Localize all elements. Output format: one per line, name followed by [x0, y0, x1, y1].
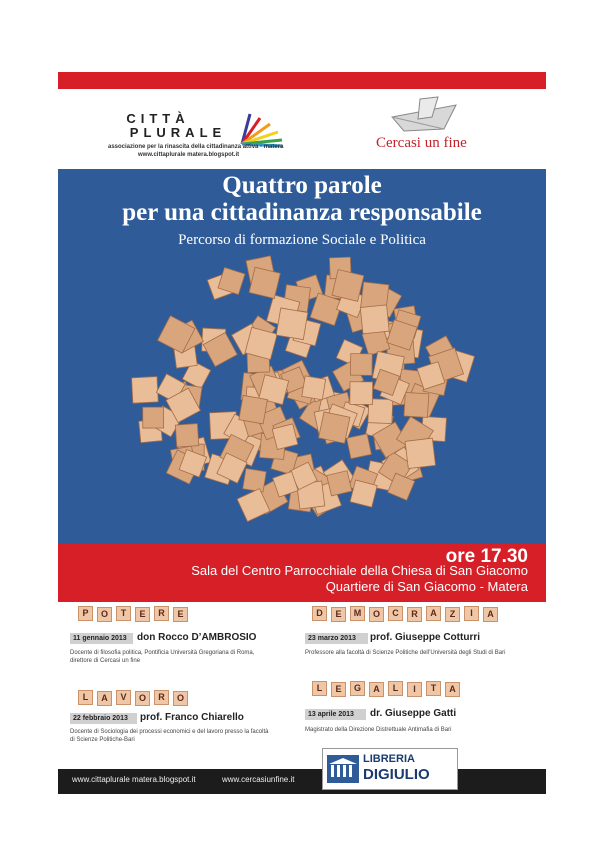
sponsor-line1: LIBRERIA — [363, 753, 415, 765]
session-date: 23 marzo 2013 — [305, 633, 368, 644]
logo-line2: PLURALE — [129, 125, 227, 140]
scrabble-tile — [132, 377, 159, 404]
session-date: 22 febbraio 2013 — [70, 713, 137, 724]
session-date: 13 aprile 2013 — [305, 709, 366, 720]
scrabble-tile — [327, 471, 352, 496]
letter-tile: R — [154, 606, 169, 621]
scrabble-tile — [347, 434, 372, 459]
letter-tile: L — [312, 681, 327, 696]
scrabble-tile — [350, 480, 377, 507]
logo-tagline: associazione per la rinascita della cittadinanza attiva - matera — [108, 144, 284, 150]
scrabble-tile — [350, 354, 372, 376]
letter-tile: L — [78, 690, 93, 705]
letter-tile: T — [116, 606, 131, 621]
letter-tile: O — [173, 691, 188, 706]
event-time: ore 17.30 — [445, 546, 528, 567]
letter-tile: V — [116, 690, 131, 705]
desc-line1: Docente di filosofia politica, Pontificia Università Gregoriana di Roma, — [70, 650, 255, 656]
cittaplurale-logo — [98, 108, 290, 170]
hero-subtitle: Percorso di formazione Sociale e Politica — [178, 232, 426, 248]
footer-link-cercasi[interactable]: www.cercasiunfine.it — [222, 775, 295, 784]
venue-line2: Quartiere di San Giacomo - Matera — [325, 579, 528, 594]
hero-title-line1: Quattro parole — [222, 172, 382, 199]
building-columns-icon — [327, 755, 359, 783]
scrabble-tile — [243, 468, 266, 491]
letter-tile: R — [154, 690, 169, 705]
session-speaker: don Rocco D’AMBROSIO — [137, 632, 257, 643]
logo-url: www.cittaplurale matera.blogspot.it — [138, 152, 240, 158]
rainbow-fan-icon — [236, 110, 286, 148]
scrabble-tile — [175, 424, 198, 447]
paper-boat-icon — [390, 95, 460, 135]
letter-tile: O — [369, 607, 384, 622]
top-red-bar — [58, 72, 546, 89]
logo-line1: CITTÀ — [126, 111, 190, 126]
desc-line1: Docente di Sociologia dei processi economici e del lavoro presso la facoltà — [70, 729, 269, 735]
letter-tile: E — [135, 607, 150, 622]
letter-tile: A — [369, 682, 384, 697]
hero-title-line2: per una cittadinanza responsabile — [122, 199, 482, 226]
session-desc — [305, 726, 535, 734]
sponsor-line2: DIGIULIO — [363, 766, 430, 783]
libreria-digiulio-logo — [322, 748, 458, 790]
letter-tile: Z — [445, 607, 460, 622]
letter-tile: A — [97, 691, 112, 706]
letter-tile: A — [445, 682, 460, 697]
letter-tile: R — [407, 607, 422, 622]
desc-line2: di Scienze Politiche-Bari — [70, 737, 135, 743]
scrabble-tile — [319, 412, 350, 443]
letter-tile: I — [464, 606, 479, 621]
letter-tile: D — [312, 606, 327, 621]
desc-line2: direttore di Cercasi un fine — [70, 658, 141, 664]
session-speaker: prof. Giuseppe Cotturri — [370, 632, 480, 643]
session-desc — [70, 728, 300, 744]
scrabble-tile — [350, 382, 373, 405]
scrabble-tile — [249, 267, 280, 298]
scrabble-tile — [332, 270, 364, 302]
letter-tile: E — [331, 682, 346, 697]
letter-tile: M — [350, 606, 365, 621]
session-desc — [305, 649, 535, 657]
scrabble-tile — [272, 424, 298, 450]
session-desc — [70, 649, 290, 665]
cercasi-name: Cercasi un fine — [376, 135, 467, 151]
scrabble-tile — [239, 395, 268, 424]
scrabble-tile — [405, 438, 435, 468]
letter-tile: I — [407, 682, 422, 697]
event-venue — [191, 563, 528, 595]
scrabble-tile — [404, 392, 429, 417]
letter-tile: T — [426, 681, 441, 696]
scrabble-tile — [302, 376, 326, 400]
letter-tile: A — [426, 606, 441, 621]
letter-tile: E — [331, 607, 346, 622]
letter-tile: E — [173, 607, 188, 622]
scrabble-tile — [276, 308, 308, 340]
venue-line1: Sala del Centro Parrocchiale della Chiesa di San Giacomo — [191, 563, 528, 578]
desc-line1: Magistrato della Direzione Distrettuale Antimafia di Bari — [305, 727, 452, 733]
letter-tile: P — [78, 606, 93, 621]
footer-link-cittaplurale[interactable]: www.cittaplurale matera.blogspot.it — [72, 775, 196, 784]
scrabble-tile — [360, 305, 389, 334]
desc-line1: Professore alla facoltà di Scienze Politiche dell’Università degli Studi di Bari — [305, 650, 506, 656]
cercasi-logo — [368, 95, 488, 165]
session-date: 11 gennaio 2013 — [70, 633, 133, 644]
letter-tile: C — [388, 606, 403, 621]
session-speaker: prof. Franco Chiarello — [140, 712, 244, 723]
letter-tile: L — [388, 681, 403, 696]
letter-tile: O — [135, 691, 150, 706]
hero-title — [58, 172, 546, 226]
session-speaker: dr. Giuseppe Gatti — [370, 708, 457, 719]
letter-tile: A — [483, 607, 498, 622]
letter-tile: O — [97, 607, 112, 622]
scrabble-tile — [143, 407, 164, 428]
letter-tile: G — [350, 681, 365, 696]
